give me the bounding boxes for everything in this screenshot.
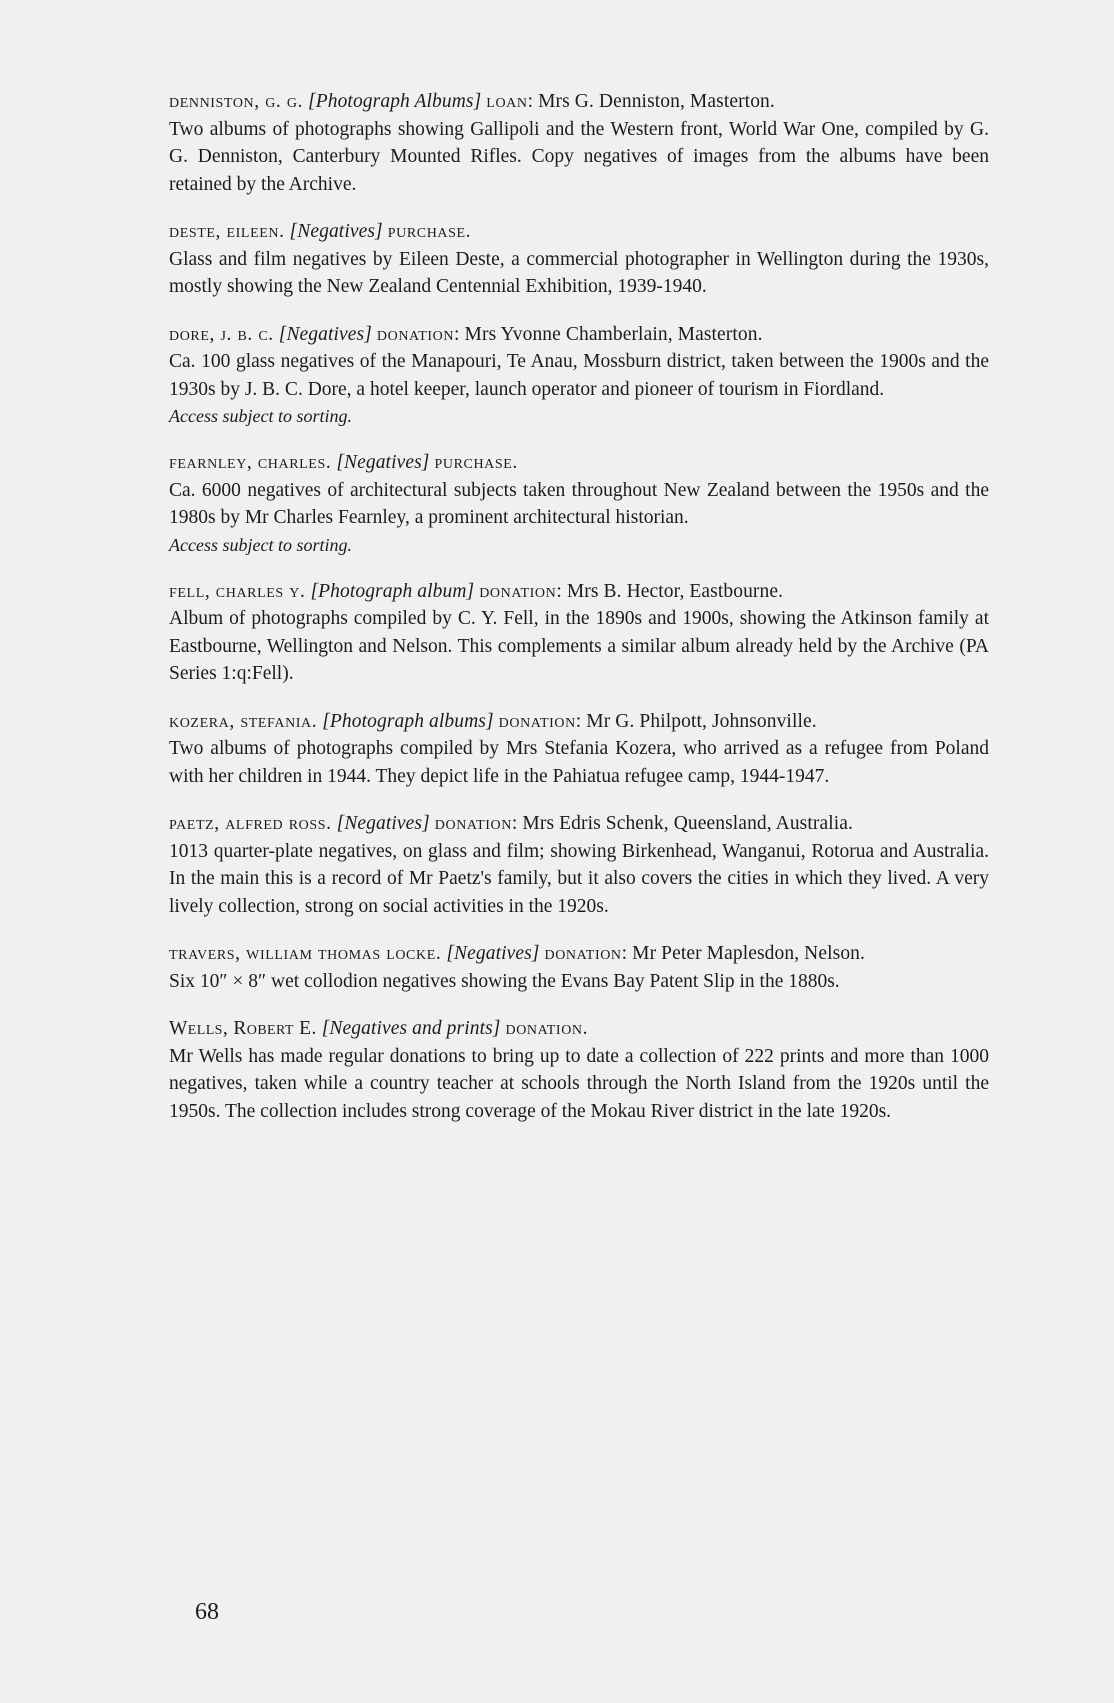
entry-material: [Negatives] xyxy=(336,452,430,473)
entry-acquisition: loan xyxy=(486,91,528,112)
entry-denniston xyxy=(169,88,989,198)
entry-name: paetz, alfred ross. xyxy=(169,813,332,834)
entry-name: Wells, Robert E. xyxy=(169,1018,317,1039)
entry-source: Mrs Yvonne Chamberlain, Masterton. xyxy=(464,323,763,345)
entry-fearnley xyxy=(169,449,989,558)
entry-acquisition: donation xyxy=(376,323,455,345)
entry-description: Ca. 100 glass negatives of the Manapouri, Te Anau, Mossburn district, taken between the 1900s and the 1930s by J. B. C. Dore, a hotel keeper, launch operator and pioneer of tourism in Fiordland. xyxy=(169,351,989,400)
entry-material: [Negatives] xyxy=(278,323,372,345)
entry-paetz xyxy=(169,810,989,920)
entry-heading: kozera, stefania. [Photograph albums] donation: Mr G. Philpott, Johnsonville. xyxy=(169,710,817,732)
entry-heading xyxy=(169,218,989,246)
entry-description: Mr Wells has made regular donations to bring up to date a collection of 222 prints and more than 1000 negatives, taken while a country teacher at schools through the North Island from the 1920s until the 1950s. The collection includes strong coverage of the Mokau River district in the late 1920s. xyxy=(169,1045,989,1122)
entry-source: Mrs G. Denniston, Masterton. xyxy=(538,91,775,112)
entry-access-note: Access subject to sorting. xyxy=(169,534,352,555)
entry-description: Ca. 6000 negatives of architectural subjects taken throughout New Zealand between the 1950s and the 1980s by Mr Charles Fearnley, a prominent architectural historian. xyxy=(169,479,989,528)
entry-description: Album of photographs compiled by C. Y. Fell, in the 1890s and 1900s, showing the Atkinson family at Eastbourne, Wellington and Nelson. This complements a similar album already held by the Archive (PA Series 1:q:Fell). xyxy=(169,608,989,684)
entry-name: fell, charles y. xyxy=(169,580,306,602)
entry-acquisition: donation xyxy=(434,813,512,834)
entry-access-note: Access subject to sorting. xyxy=(169,406,352,426)
entry-heading xyxy=(169,449,989,477)
entry-material: [Negatives] xyxy=(336,813,430,834)
entry-description: Two albums of photographs compiled by Mrs Stefania Kozera, who arrived as a refugee from Poland with her children in 1944. They depict life in the Pahiatua refugee camp, 1944-1947. xyxy=(169,738,989,787)
entry-heading: fell, charles y. [Photograph album] donation: Mrs B. Hector, Eastbourne. xyxy=(169,580,784,602)
entry-material: [Photograph album] xyxy=(310,580,475,602)
entry-heading: dore, j. b. c. [Negatives] donation: Mrs Yvonne Chamberlain, Masterton. xyxy=(169,323,763,345)
entry-name: fearnley, charles. xyxy=(169,452,332,473)
entry-name: denniston, g. g. xyxy=(169,91,304,112)
entry-description: 1013 quarter-plate negatives, on glass and film; showing Birkenhead, Wanganui, Rotorua and Australia. In the main this is a record of Mr Paetz's family, but it also covers the cities in which they lived. A very lively collection, strong on social activities in the 1920s. xyxy=(169,840,989,917)
entry-description: Six 10″ × 8″ wet collodion negatives showing the Evans Bay Patent Slip in the 1880s. xyxy=(169,970,840,992)
entry-name: deste, eileen. xyxy=(169,221,285,242)
entry-source: Mr G. Philpott, Johnsonville. xyxy=(586,710,817,732)
entry-fell xyxy=(169,578,989,688)
entry-acquisition: donation xyxy=(498,710,576,732)
entry-source: Mr Peter Maplesdon, Nelson. xyxy=(632,943,865,964)
entry-source: Mrs B. Hector, Eastbourne. xyxy=(566,580,784,602)
entry-source: Mrs Edris Schenk, Queensland, Australia. xyxy=(522,813,853,834)
page-number: 68 xyxy=(195,1599,219,1625)
entry-dore xyxy=(169,321,989,430)
entry-description: Two albums of photographs showing Gallipoli and the Western front, World War One, compiled by G. G. Denniston, Canterbury Mounted Rifles. Copy negatives of images from the albums have been retained by the Archive. xyxy=(169,118,989,195)
entry-material: [Negatives and prints] xyxy=(321,1018,501,1039)
entry-wells xyxy=(169,1015,989,1125)
entry-name: dore, j. b. c. xyxy=(169,323,274,345)
entry-description: Glass and film negatives by Eileen Deste, a commercial photographer in Wellington during the 1930s, mostly showing the New Zealand Centennial Exhibition, 1939-1940. xyxy=(169,248,989,297)
entry-heading: denniston, g. g. [Photograph Albums] loan: Mrs G. Denniston, Masterton. xyxy=(169,91,775,112)
entry-name: travers, william thomas locke. xyxy=(169,943,442,964)
entry-kozera xyxy=(169,708,989,791)
entry-travers xyxy=(169,940,989,995)
entry-acquisition: purchase. xyxy=(387,221,472,242)
entry-heading: travers, william thomas locke. [Negatives] donation: Mr Peter Maplesdon, Nelson. xyxy=(169,943,865,964)
acquisitions-list xyxy=(169,88,989,1145)
entry-material: [Negatives] xyxy=(446,943,540,964)
entry-acquisition: donation. xyxy=(505,1018,589,1039)
entry-material: [Photograph albums] xyxy=(322,710,494,732)
entry-acquisition: donation xyxy=(544,943,622,964)
entry-material: [Negatives] xyxy=(289,221,383,242)
entry-heading: paetz, alfred ross. [Negatives] donation: Mrs Edris Schenk, Queensland, Australia. xyxy=(169,813,853,834)
entry-acquisition: purchase. xyxy=(434,452,518,473)
entry-name: kozera, stefania. xyxy=(169,710,318,732)
entry-deste xyxy=(169,218,989,301)
entry-material: [Photograph Albums] xyxy=(308,91,482,112)
entry-acquisition: donation xyxy=(479,580,557,602)
entry-heading xyxy=(169,1015,989,1043)
